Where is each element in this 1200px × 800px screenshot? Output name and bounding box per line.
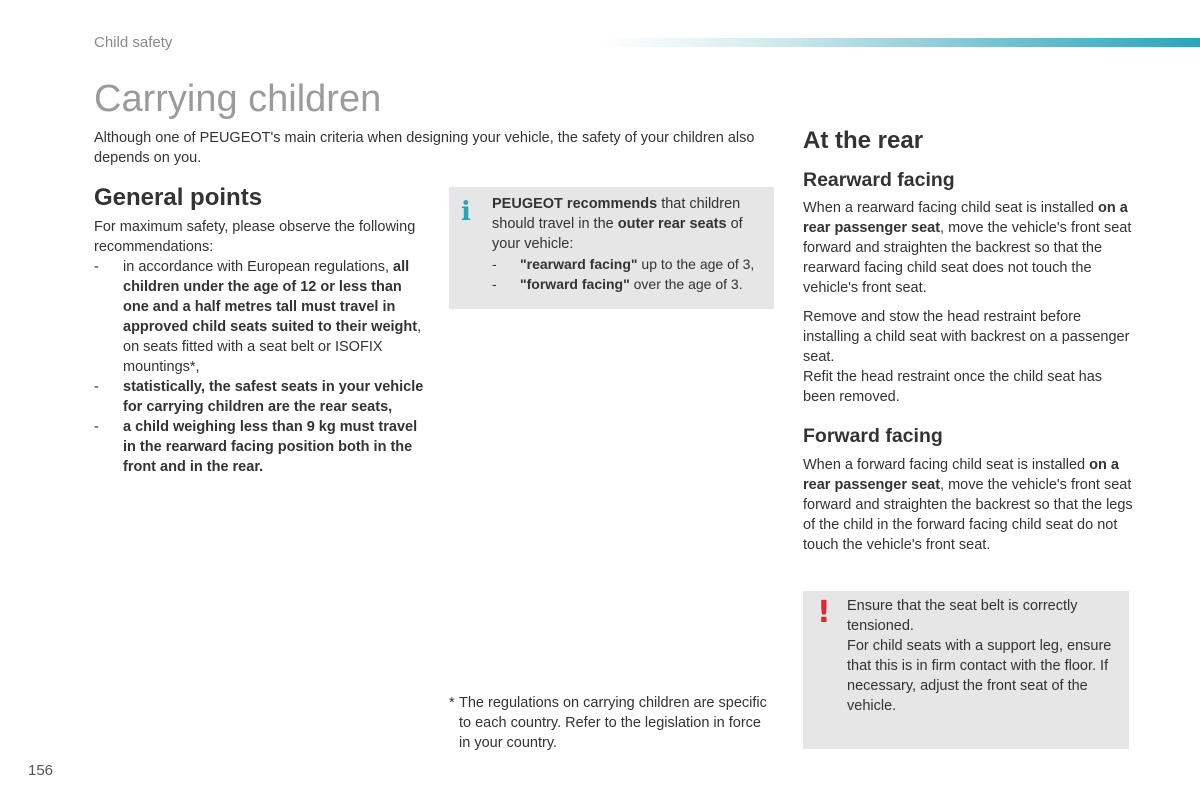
list-item [492, 274, 767, 294]
rearward-facing-body [803, 198, 1133, 407]
info-paragraph [492, 194, 767, 254]
footnote-marker: * [449, 695, 455, 711]
general-points-lead: For maximum safety, please observe the following recommendations: [94, 219, 416, 255]
forward-bold-text: on a rear passenger seat [803, 457, 1119, 493]
info-bold-text: "rearward facing" [520, 256, 638, 272]
bullet-bold-text: all children under the age of 12 or less than one and a half metres tall must travel in approved child seats suited to their weight [123, 259, 418, 335]
dash-marker: - [94, 379, 99, 395]
header-gradient-bar [600, 38, 1200, 47]
forward-text: When a forward facing child seat is installed [803, 457, 1090, 473]
rearward-text: , move the vehicle's front seat forward and straighten the backrest so that the rearward facing child seat does not touch the vehicle's front seat. [803, 220, 1132, 296]
info-bold-text: "forward facing" [520, 276, 630, 292]
page-title: Carrying children [94, 78, 382, 120]
footnote-text: The regulations on carrying children are specific to each country. Refer to the legislation in force in your country. [459, 695, 767, 751]
forward-text: , move the vehicle's front seat forward and straighten the backrest so that the legs of the child in the forward facing child seat do not touch the vehicle's front seat. [803, 477, 1133, 553]
general-points-body [94, 217, 424, 477]
forward-facing-body [803, 455, 1133, 555]
rearward-bold-text: on a rear passenger seat [803, 200, 1128, 236]
warning-paragraph-1: Ensure that the seat belt is correctly tensioned. [847, 598, 1078, 634]
forward-facing-heading: Forward facing [803, 425, 943, 447]
info-bold-text: PEUGEOT recommends [492, 196, 658, 212]
info-plain-text: over the age of 3. [629, 276, 743, 292]
rearward-paragraph-3: Refit the head restraint once the child seat has been removed. [803, 369, 1103, 405]
rearward-paragraph-1 [803, 198, 1133, 298]
general-points-heading: General points [94, 184, 263, 211]
warning-icon: ! [817, 595, 831, 630]
bullet-bold-text: statistically, the safest seats in your vehicle for carrying children are the rear seats, [123, 379, 424, 415]
info-icon: i [461, 197, 471, 227]
rearward-text: When a rearward facing child seat is installed [803, 200, 1098, 216]
page-number: 156 [28, 762, 54, 779]
list-item [94, 377, 424, 417]
info-plain-text: that children should travel in the [492, 196, 741, 232]
list-item [94, 417, 424, 477]
dash-marker: - [94, 259, 99, 275]
rearward-paragraph-2: Remove and stow the head restraint before installing a child seat with backrest on a passenger seat. [803, 309, 1130, 365]
bullet-text: , on seats fitted with a seat belt or ISOFIX mountings*, [123, 319, 422, 375]
list-item [94, 257, 424, 377]
dash-marker: - [492, 276, 497, 292]
info-plain-text: of your vehicle: [492, 216, 743, 252]
intro-paragraph: Although one of PEUGEOT's main criteria when designing your vehicle, the safety of your children also depends on you. [94, 130, 755, 166]
warning-paragraph-2: For child seats with a support leg, ensure that this is in firm contact with the floor. If necessary, adjust the front seat of the vehicle. [847, 638, 1112, 714]
info-box [449, 187, 774, 309]
bullet-text: in accordance with European regulations, [123, 259, 394, 275]
warning-box [803, 591, 1129, 749]
warning-text [847, 596, 1119, 716]
footnote [449, 693, 769, 753]
bullet-bold-text: a child weighing less than 9 kg must travel in the rearward facing position both in the front and in the rear. [123, 419, 418, 475]
section-title: Child safety [94, 34, 173, 51]
dash-marker: - [94, 419, 99, 435]
list-item [492, 254, 767, 274]
rearward-facing-heading: Rearward facing [803, 169, 955, 191]
at-the-rear-heading: At the rear [803, 127, 924, 154]
info-text [492, 194, 767, 294]
info-bold-text: outer rear seats [617, 216, 727, 232]
info-plain-text: up to the age of 3, [637, 256, 755, 272]
dash-marker: - [492, 256, 497, 272]
